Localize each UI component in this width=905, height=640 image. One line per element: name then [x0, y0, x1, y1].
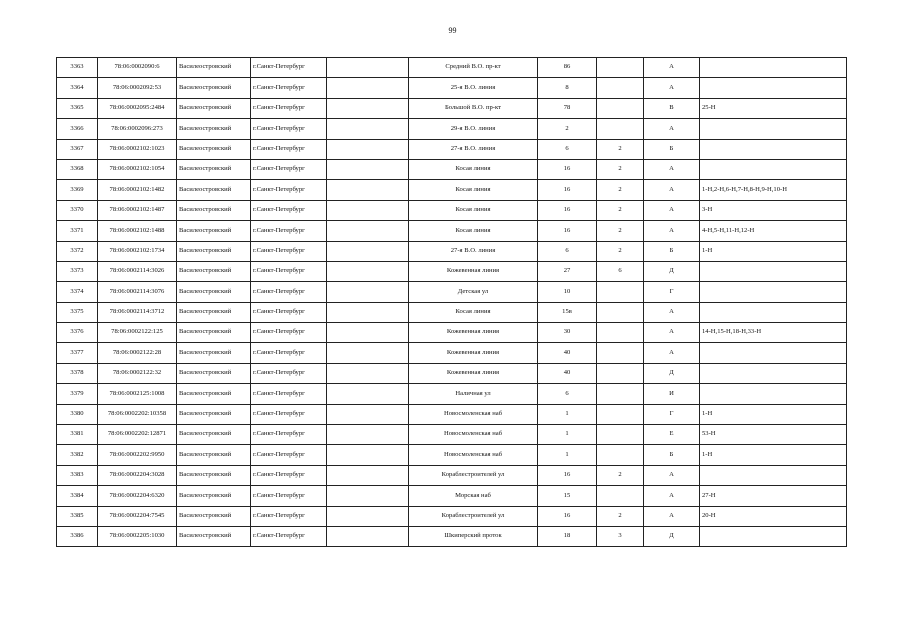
house-number-cell: 16 — [538, 506, 597, 526]
city-cell: г.Санкт-Петербург — [251, 98, 327, 118]
building-number-cell — [597, 78, 644, 98]
row-number-cell: 3363 — [57, 58, 98, 78]
letter-cell: Д — [644, 526, 700, 546]
city-cell: г.Санкт-Петербург — [251, 200, 327, 220]
premises-cell — [700, 58, 847, 78]
cadastral-number-cell: 78:06:0002204:7545 — [98, 506, 177, 526]
house-number-cell: 30 — [538, 323, 597, 343]
city-cell: г.Санкт-Петербург — [251, 180, 327, 200]
premises-cell — [700, 159, 847, 179]
table-row — [57, 180, 847, 200]
building-number-cell — [597, 119, 644, 139]
empty-cell-cell — [327, 282, 409, 302]
building-number-cell: 6 — [597, 261, 644, 281]
letter-cell: Г — [644, 282, 700, 302]
district-cell: Василеостровский — [177, 384, 251, 404]
cadastral-number-cell: 78:06:0002204:6320 — [98, 486, 177, 506]
table-row — [57, 343, 847, 363]
cadastral-number-cell: 78:06:0002125:1008 — [98, 384, 177, 404]
city-cell: г.Санкт-Петербург — [251, 159, 327, 179]
premises-cell — [700, 363, 847, 383]
street-cell: Кожевенная линия — [409, 343, 538, 363]
building-number-cell: 2 — [597, 180, 644, 200]
city-cell: г.Санкт-Петербург — [251, 384, 327, 404]
page-number: 99 — [448, 26, 457, 35]
row-number-cell: 3386 — [57, 526, 98, 546]
city-cell: г.Санкт-Петербург — [251, 506, 327, 526]
cadastral-number-cell: 78:06:0002202:10358 — [98, 404, 177, 424]
empty-cell-cell — [327, 323, 409, 343]
building-number-cell — [597, 302, 644, 322]
building-number-cell — [597, 425, 644, 445]
table-row — [57, 302, 847, 322]
table-row — [57, 323, 847, 343]
cadastral-number-cell: 78:06:0002202:12871 — [98, 425, 177, 445]
house-number-cell: 1 — [538, 445, 597, 465]
cadastral-number-cell: 78:06:0002102:1734 — [98, 241, 177, 261]
letter-cell: А — [644, 200, 700, 220]
cadastral-number-cell: 78:06:0002102:1487 — [98, 200, 177, 220]
premises-cell — [700, 526, 847, 546]
letter-cell: А — [644, 159, 700, 179]
city-cell: г.Санкт-Петербург — [251, 78, 327, 98]
building-number-cell: 2 — [597, 465, 644, 485]
letter-cell: А — [644, 465, 700, 485]
letter-cell: А — [644, 486, 700, 506]
premises-cell: 20-Н — [700, 506, 847, 526]
house-number-cell: 40 — [538, 363, 597, 383]
house-number-cell: 6 — [538, 139, 597, 159]
street-cell: 27-я В.О. линия — [409, 139, 538, 159]
district-cell: Василеостровский — [177, 200, 251, 220]
house-number-cell: 2 — [538, 119, 597, 139]
cadastral-number-cell: 78:06:0002122:28 — [98, 343, 177, 363]
house-number-cell: 15 — [538, 486, 597, 506]
building-number-cell — [597, 445, 644, 465]
empty-cell-cell — [327, 445, 409, 465]
city-cell: г.Санкт-Петербург — [251, 221, 327, 241]
house-number-cell: 10 — [538, 282, 597, 302]
street-cell: Кораблестроителей ул — [409, 465, 538, 485]
letter-cell: А — [644, 302, 700, 322]
row-number-cell: 3380 — [57, 404, 98, 424]
table-row — [57, 139, 847, 159]
table-row — [57, 506, 847, 526]
city-cell: г.Санкт-Петербург — [251, 302, 327, 322]
premises-cell — [700, 302, 847, 322]
row-number-cell: 3366 — [57, 119, 98, 139]
letter-cell: А — [644, 343, 700, 363]
table-row — [57, 119, 847, 139]
empty-cell-cell — [327, 425, 409, 445]
letter-cell: В — [644, 98, 700, 118]
cadastral-number-cell: 78:06:0002122:32 — [98, 363, 177, 383]
district-cell: Василеостровский — [177, 261, 251, 281]
empty-cell-cell — [327, 241, 409, 261]
table-row — [57, 241, 847, 261]
house-number-cell: 16 — [538, 159, 597, 179]
empty-cell-cell — [327, 139, 409, 159]
street-cell: Наличная ул — [409, 384, 538, 404]
premises-cell: 3-Н — [700, 200, 847, 220]
district-cell: Василеостровский — [177, 404, 251, 424]
premises-cell — [700, 384, 847, 404]
district-cell: Василеостровский — [177, 526, 251, 546]
city-cell: г.Санкт-Петербург — [251, 282, 327, 302]
table-row — [57, 282, 847, 302]
table-row — [57, 465, 847, 485]
house-number-cell: 1 — [538, 425, 597, 445]
building-number-cell: 2 — [597, 241, 644, 261]
district-cell: Василеостровский — [177, 98, 251, 118]
row-number-cell: 3375 — [57, 302, 98, 322]
street-cell: Косая линия — [409, 159, 538, 179]
city-cell: г.Санкт-Петербург — [251, 363, 327, 383]
cadastral-number-cell: 78:06:0002114:3076 — [98, 282, 177, 302]
building-number-cell: 2 — [597, 139, 644, 159]
city-cell: г.Санкт-Петербург — [251, 404, 327, 424]
cadastral-number-cell: 78:06:0002114:3712 — [98, 302, 177, 322]
district-cell: Василеостровский — [177, 221, 251, 241]
premises-cell: 1-Н,2-Н,6-Н,7-Н,8-Н,9-Н,10-Н — [700, 180, 847, 200]
building-number-cell — [597, 363, 644, 383]
table-row — [57, 363, 847, 383]
cadastral-number-cell: 78:06:0002204:3028 — [98, 465, 177, 485]
house-number-cell: 86 — [538, 58, 597, 78]
letter-cell: И — [644, 384, 700, 404]
empty-cell-cell — [327, 261, 409, 281]
row-number-cell: 3384 — [57, 486, 98, 506]
street-cell: Кожевенная линия — [409, 323, 538, 343]
cadastral-number-cell: 78:06:0002102:1482 — [98, 180, 177, 200]
district-cell: Василеостровский — [177, 78, 251, 98]
district-cell: Василеостровский — [177, 159, 251, 179]
cadastral-number-cell: 78:06:0002114:3026 — [98, 261, 177, 281]
table-row — [57, 384, 847, 404]
letter-cell: Б — [644, 445, 700, 465]
building-number-cell — [597, 98, 644, 118]
street-cell: 27-я В.О. линия — [409, 241, 538, 261]
premises-cell — [700, 119, 847, 139]
table-row — [57, 404, 847, 424]
empty-cell-cell — [327, 302, 409, 322]
building-number-cell: 3 — [597, 526, 644, 546]
city-cell: г.Санкт-Петербург — [251, 445, 327, 465]
premises-cell: 25-Н — [700, 98, 847, 118]
house-number-cell: 8 — [538, 78, 597, 98]
building-number-cell: 2 — [597, 221, 644, 241]
premises-cell — [700, 261, 847, 281]
cadastral-number-cell: 78:06:0002102:1054 — [98, 159, 177, 179]
district-cell: Василеостровский — [177, 506, 251, 526]
empty-cell-cell — [327, 486, 409, 506]
building-number-cell: 2 — [597, 506, 644, 526]
table-row — [57, 486, 847, 506]
cadastral-number-cell: 78:06:0002090:6 — [98, 58, 177, 78]
city-cell: г.Санкт-Петербург — [251, 465, 327, 485]
house-number-cell: 40 — [538, 343, 597, 363]
district-cell: Василеостровский — [177, 58, 251, 78]
empty-cell-cell — [327, 78, 409, 98]
district-cell: Василеостровский — [177, 486, 251, 506]
building-number-cell — [597, 486, 644, 506]
house-number-cell: 15в — [538, 302, 597, 322]
premises-cell — [700, 78, 847, 98]
premises-cell: 1-Н — [700, 404, 847, 424]
empty-cell-cell — [327, 159, 409, 179]
row-number-cell: 3381 — [57, 425, 98, 445]
row-number-cell: 3374 — [57, 282, 98, 302]
house-number-cell: 78 — [538, 98, 597, 118]
letter-cell: Б — [644, 139, 700, 159]
empty-cell-cell — [327, 58, 409, 78]
table-row — [57, 159, 847, 179]
letter-cell: Д — [644, 261, 700, 281]
table-body — [57, 58, 847, 547]
empty-cell-cell — [327, 200, 409, 220]
table-row — [57, 261, 847, 281]
letter-cell: А — [644, 221, 700, 241]
district-cell: Василеостровский — [177, 425, 251, 445]
row-number-cell: 3365 — [57, 98, 98, 118]
premises-cell: 14-Н,15-Н,18-Н,33-Н — [700, 323, 847, 343]
letter-cell: А — [644, 119, 700, 139]
city-cell: г.Санкт-Петербург — [251, 241, 327, 261]
table-row — [57, 425, 847, 445]
city-cell: г.Санкт-Петербург — [251, 139, 327, 159]
row-number-cell: 3368 — [57, 159, 98, 179]
row-number-cell: 3385 — [57, 506, 98, 526]
building-number-cell — [597, 404, 644, 424]
empty-cell-cell — [327, 404, 409, 424]
row-number-cell: 3383 — [57, 465, 98, 485]
letter-cell: Б — [644, 241, 700, 261]
district-cell: Василеостровский — [177, 323, 251, 343]
table-row — [57, 526, 847, 546]
street-cell: Кораблестроителей ул — [409, 506, 538, 526]
building-number-cell — [597, 384, 644, 404]
street-cell: Кожевенная линия — [409, 363, 538, 383]
letter-cell: Е — [644, 425, 700, 445]
letter-cell: А — [644, 58, 700, 78]
house-number-cell: 16 — [538, 180, 597, 200]
cadastral-number-cell: 78:06:0002092:53 — [98, 78, 177, 98]
street-cell: Шкиперский проток — [409, 526, 538, 546]
cadastral-number-cell: 78:06:0002202:9950 — [98, 445, 177, 465]
letter-cell: А — [644, 180, 700, 200]
row-number-cell: 3367 — [57, 139, 98, 159]
table-row — [57, 58, 847, 78]
cadastral-number-cell: 78:06:0002095:2484 — [98, 98, 177, 118]
street-cell: 29-я В.О. линия — [409, 119, 538, 139]
premises-cell — [700, 343, 847, 363]
table-row — [57, 445, 847, 465]
empty-cell-cell — [327, 119, 409, 139]
row-number-cell: 3371 — [57, 221, 98, 241]
building-number-cell: 2 — [597, 200, 644, 220]
premises-cell: 1-Н — [700, 445, 847, 465]
row-number-cell: 3370 — [57, 200, 98, 220]
city-cell: г.Санкт-Петербург — [251, 261, 327, 281]
premises-cell — [700, 139, 847, 159]
district-cell: Василеостровский — [177, 119, 251, 139]
street-cell: Косая линия — [409, 200, 538, 220]
street-cell: Кожевенная линия — [409, 261, 538, 281]
cadastral-number-cell: 78:06:0002096:273 — [98, 119, 177, 139]
letter-cell: А — [644, 506, 700, 526]
street-cell: Косая линия — [409, 302, 538, 322]
premises-cell: 1-Н — [700, 241, 847, 261]
building-number-cell — [597, 343, 644, 363]
district-cell: Василеостровский — [177, 282, 251, 302]
city-cell: г.Санкт-Петербург — [251, 526, 327, 546]
street-cell: Морская наб — [409, 486, 538, 506]
building-number-cell — [597, 323, 644, 343]
row-number-cell: 3364 — [57, 78, 98, 98]
row-number-cell: 3378 — [57, 363, 98, 383]
empty-cell-cell — [327, 363, 409, 383]
house-number-cell: 18 — [538, 526, 597, 546]
row-number-cell: 3376 — [57, 323, 98, 343]
city-cell: г.Санкт-Петербург — [251, 323, 327, 343]
row-number-cell: 3382 — [57, 445, 98, 465]
street-cell: Косая линия — [409, 221, 538, 241]
premises-cell: 27-Н — [700, 486, 847, 506]
letter-cell: А — [644, 323, 700, 343]
street-cell: Детская ул — [409, 282, 538, 302]
empty-cell-cell — [327, 506, 409, 526]
house-number-cell: 6 — [538, 384, 597, 404]
city-cell: г.Санкт-Петербург — [251, 119, 327, 139]
cadastral-number-cell: 78:06:0002122:125 — [98, 323, 177, 343]
street-cell: Средний В.О. пр-кт — [409, 58, 538, 78]
street-cell: 25-я В.О. линия — [409, 78, 538, 98]
street-cell: Новосмоленская наб — [409, 404, 538, 424]
house-number-cell: 16 — [538, 221, 597, 241]
district-cell: Василеостровский — [177, 363, 251, 383]
city-cell: г.Санкт-Петербург — [251, 343, 327, 363]
empty-cell-cell — [327, 526, 409, 546]
building-number-cell — [597, 58, 644, 78]
premises-cell: 4-Н,5-Н,11-Н,12-Н — [700, 221, 847, 241]
row-number-cell: 3379 — [57, 384, 98, 404]
empty-cell-cell — [327, 384, 409, 404]
table-row — [57, 221, 847, 241]
empty-cell-cell — [327, 180, 409, 200]
house-number-cell: 16 — [538, 465, 597, 485]
empty-cell-cell — [327, 221, 409, 241]
district-cell: Василеостровский — [177, 343, 251, 363]
city-cell: г.Санкт-Петербург — [251, 425, 327, 445]
district-cell: Василеостровский — [177, 445, 251, 465]
street-cell: Новосмоленская наб — [409, 445, 538, 465]
street-cell: Большой В.О. пр-кт — [409, 98, 538, 118]
table-row — [57, 200, 847, 220]
house-number-cell: 6 — [538, 241, 597, 261]
table-row — [57, 98, 847, 118]
building-number-cell — [597, 282, 644, 302]
building-number-cell: 2 — [597, 159, 644, 179]
premises-cell — [700, 282, 847, 302]
house-number-cell: 27 — [538, 261, 597, 281]
empty-cell-cell — [327, 465, 409, 485]
empty-cell-cell — [327, 98, 409, 118]
district-cell: Василеостровский — [177, 241, 251, 261]
district-cell: Василеостровский — [177, 302, 251, 322]
city-cell: г.Санкт-Петербург — [251, 58, 327, 78]
city-cell: г.Санкт-Петербург — [251, 486, 327, 506]
letter-cell: А — [644, 78, 700, 98]
street-cell: Косая линия — [409, 180, 538, 200]
cadastral-number-cell: 78:06:0002102:1023 — [98, 139, 177, 159]
letter-cell: Д — [644, 363, 700, 383]
row-number-cell: 3369 — [57, 180, 98, 200]
house-number-cell: 16 — [538, 200, 597, 220]
letter-cell: Г — [644, 404, 700, 424]
street-cell: Новосмоленская наб — [409, 425, 538, 445]
empty-cell-cell — [327, 343, 409, 363]
house-number-cell: 1 — [538, 404, 597, 424]
table-row — [57, 78, 847, 98]
row-number-cell: 3377 — [57, 343, 98, 363]
cadastral-number-cell: 78:06:0002102:1488 — [98, 221, 177, 241]
row-number-cell: 3373 — [57, 261, 98, 281]
premises-cell: 53-Н — [700, 425, 847, 445]
district-cell: Василеостровский — [177, 139, 251, 159]
property-registry-table — [56, 57, 847, 547]
cadastral-number-cell: 78:06:0002205:1030 — [98, 526, 177, 546]
district-cell: Василеостровский — [177, 180, 251, 200]
row-number-cell: 3372 — [57, 241, 98, 261]
premises-cell — [700, 465, 847, 485]
district-cell: Василеостровский — [177, 465, 251, 485]
